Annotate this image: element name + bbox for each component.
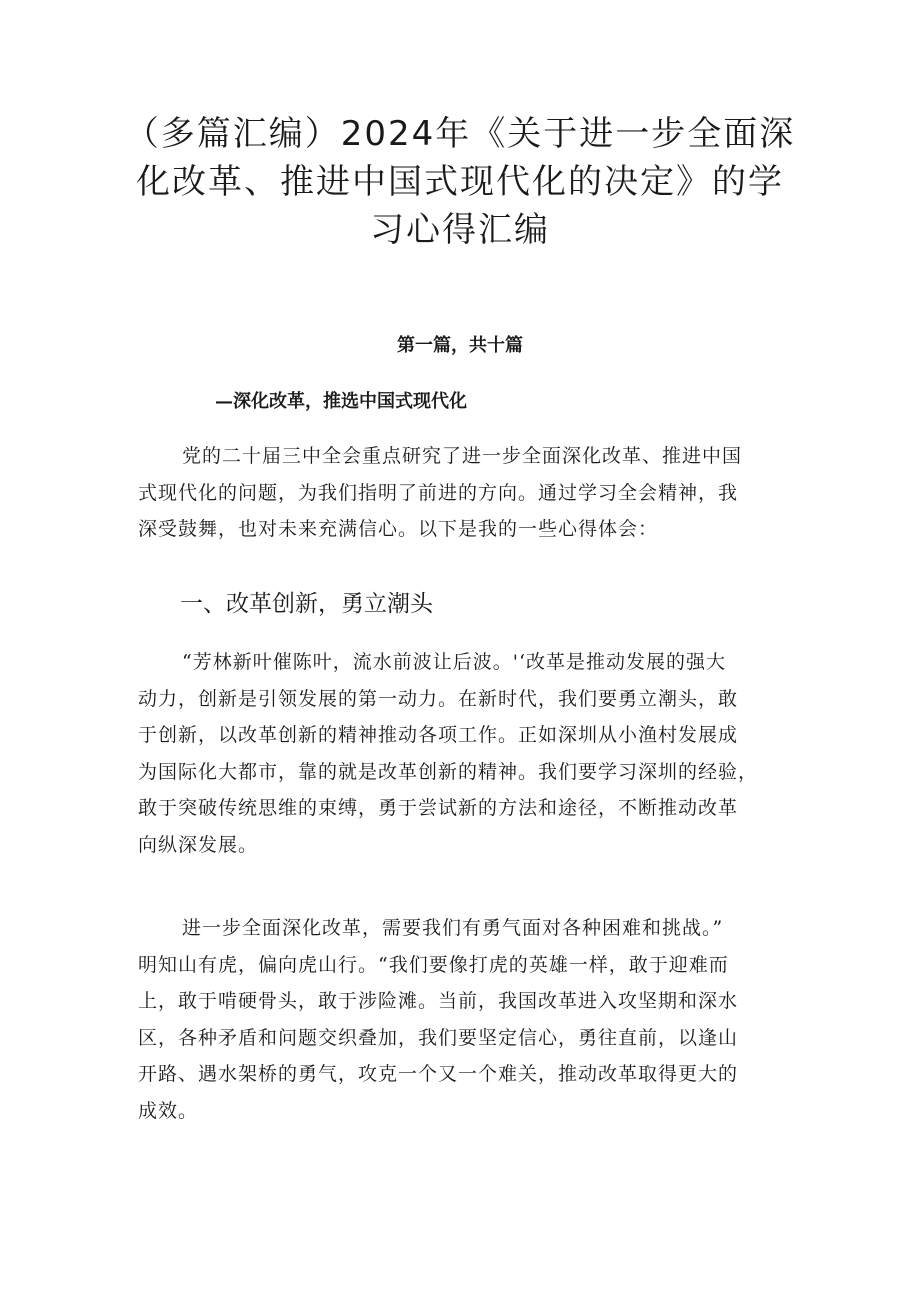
title-line: 化改革、推进中国式现代化的决定》的学 [136,162,784,202]
document-title [110,110,810,254]
text-line: 上，敢于啃硬骨头，敢于涉险滩。当前，我国改革进入攻坚期和深水 [138,990,739,1013]
text-line: 开路、遇水架桥的勇气，攻克一个又一个难关，推动改革取得更大的 [138,1063,739,1086]
intro-paragraph [138,438,788,548]
text-line: 式现代化的问题，为我们指明了前进的方向。通过学习全会精神，我 [138,481,739,504]
text-line: 成效。 [138,1099,199,1122]
body-paragraph-2 [138,910,788,1130]
title-line: （多篇汇编）2024年《关于进一步全面深 [124,114,796,154]
text-line: 明知山有虎，偏向虎山行。“我们要像打虎的英雄一样，敢于迎难而 [138,953,729,976]
text-line: 于创新，以改革创新的精神推动各项工作。正如深圳从小渔村发展成 [138,724,739,747]
text-line: “芳林新叶催陈叶，流水前波让后波。'‘改革是推动发展的强大 [182,651,726,673]
text-line: 敢于突破传统思维的束缚，勇于尝试新的方法和途径，不断推动改革 [138,797,739,820]
text-line: 党的二十届三中全会重点研究了进一步全面深化改革、推进中国 [182,445,743,467]
text-line: 为国际化大都市，靠的就是改革创新的精神。我们要学习深圳的经验， [138,760,759,783]
text-line: 深受鼓舞，也对未来充满信心。以下是我的一些心得体会： [138,518,659,541]
text-line: 区，各种矛盾和问题交织叠加，我们要坚定信心，勇往直前，以逢山 [138,1026,739,1049]
section-heading: 一、改革创新，勇立潮头 [180,591,433,617]
text-line: 动力，创新是引领发展的第一动力。在新时代，我们要勇立潮头，敢 [138,687,739,710]
subtitle: —深化改革，推选中国式现代化 [215,391,467,412]
part-label: 第一篇，共十篇 [397,335,523,356]
text-line: 向纵深发展。 [138,833,259,856]
text-line: 进一步全面深化改革，需要我们有勇气面对各种困难和挑战。” [182,917,724,939]
title-line: 习心得汇编 [370,210,550,250]
body-paragraph-1 [138,644,788,864]
